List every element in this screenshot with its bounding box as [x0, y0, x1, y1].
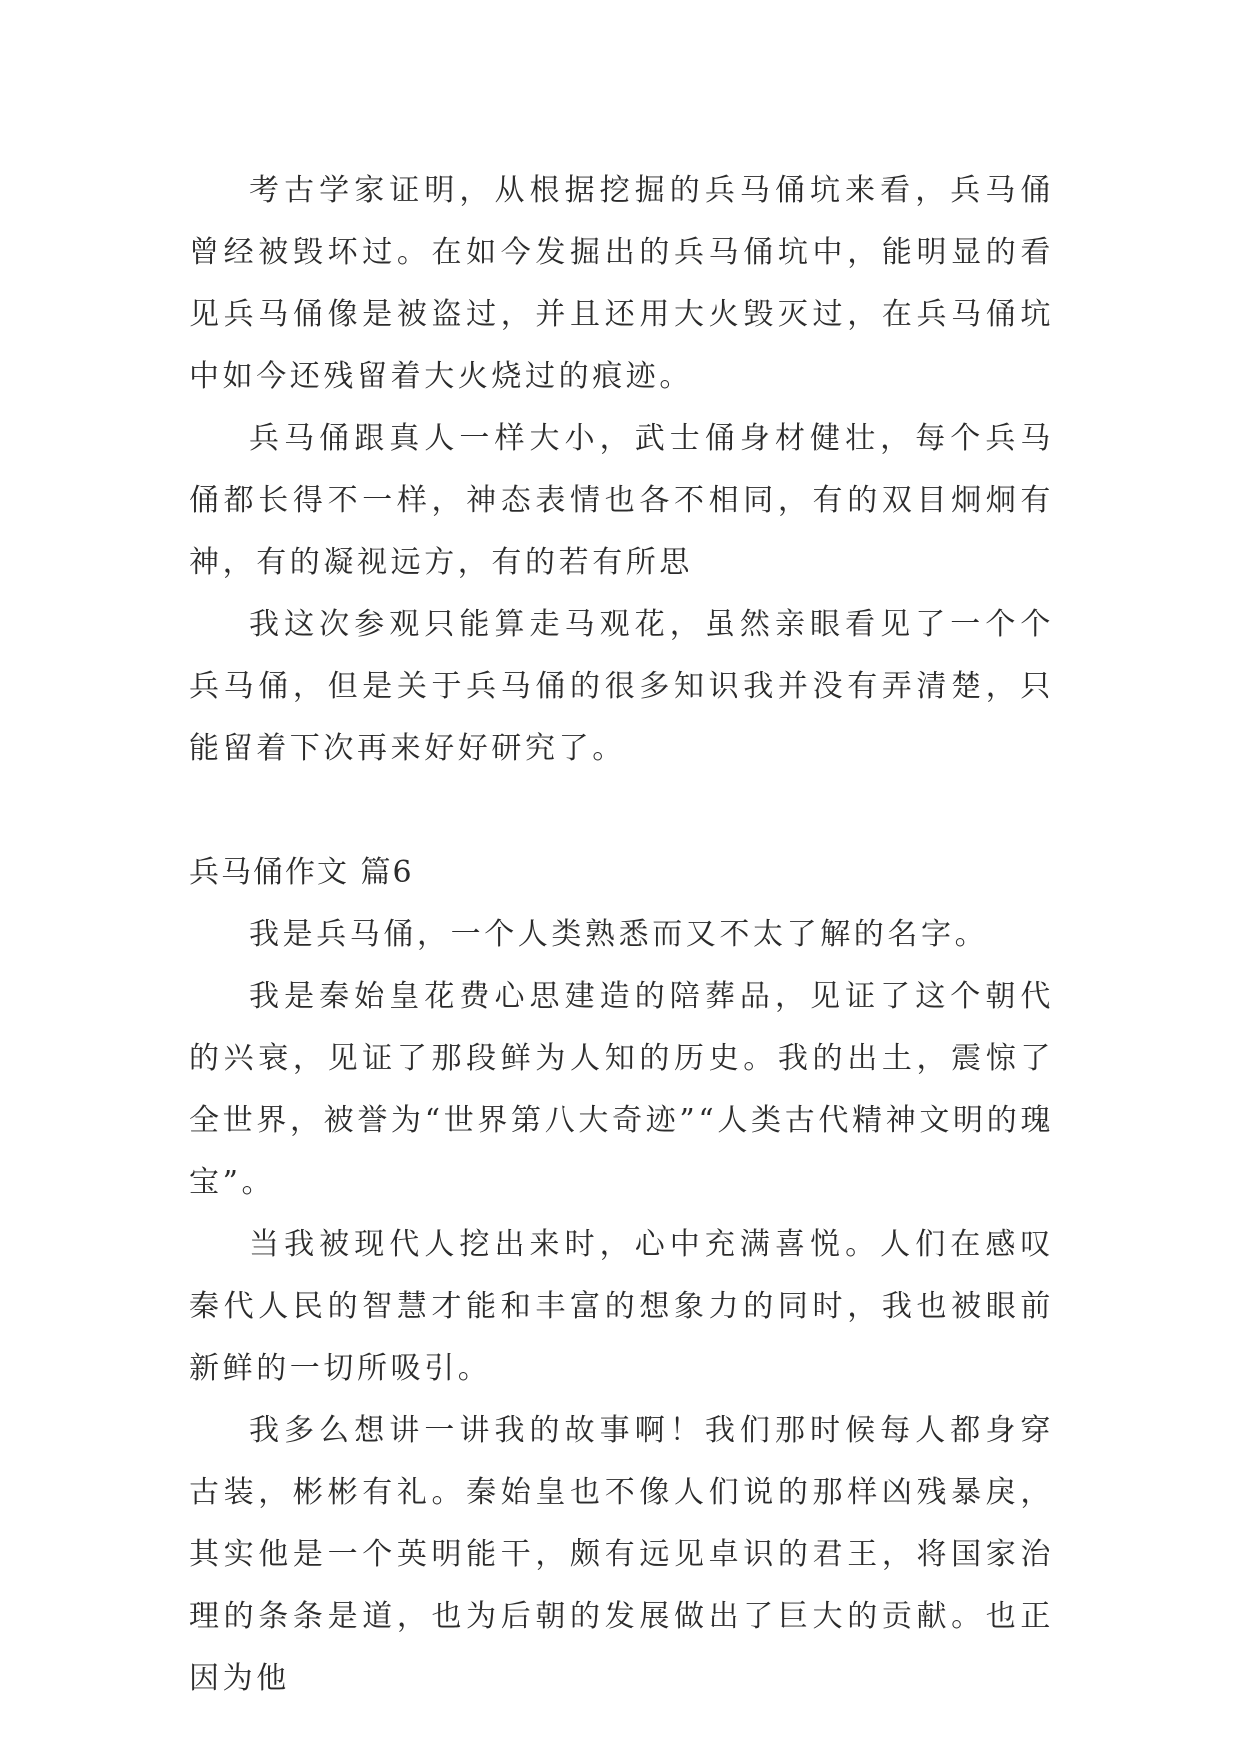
paragraph: 我这次参观只能算走马观花，虽然亲眼看见了一个个兵马俑，但是关于兵马俑的很多知识我并没有弄清楚，只能留着下次再来好好研究了。 — [189, 607, 1054, 766]
paragraph: 我是秦始皇花费心思建造的陪葬品，见证了这个朝代的兴衰，见证了那段鲜为人知的历史。我的出土，震惊了全世界，被誉为“世界第八大奇迹”“人类古代精神文明的瑰宝”。 — [189, 979, 1054, 1200]
section-title: 兵马俑作文 篇6 — [189, 855, 414, 890]
paragraph: 考古学家证明，从根据挖掘的兵马俑坑来看，兵马俑曾经被毁坏过。在如今发掘出的兵马俑坑中，能明显的看见兵马俑像是被盗过，并且还用大火毁灭过，在兵马俑坑中如今还残留着大火烧过的痕迹。 — [189, 173, 1054, 394]
document-page — [189, 160, 1054, 1710]
paragraph: 我是兵马俑，一个人类熟悉而又不太了解的名字。 — [249, 917, 989, 952]
paragraph: 当我被现代人挖出来时，心中充满喜悦。人们在感叹秦代人民的智慧才能和丰富的想象力的同时，我也被眼前新鲜的一切所吸引。 — [189, 1227, 1054, 1386]
paragraph: 我多么想讲一讲我的故事啊！我们那时候每人都身穿古装，彬彬有礼。秦始皇也不像人们说的那样凶残暴戾，其实他是一个英明能干，颇有远见卓识的君王，将国家治理的条条是道，也为后朝的发展做出了巨大的贡献。也正因为他 — [189, 1413, 1054, 1696]
paragraph: 兵马俑跟真人一样大小，武士俑身材健壮，每个兵马俑都长得不一样，神态表情也各不相同，有的双目炯炯有神，有的凝视远方，有的若有所思 — [189, 421, 1054, 580]
